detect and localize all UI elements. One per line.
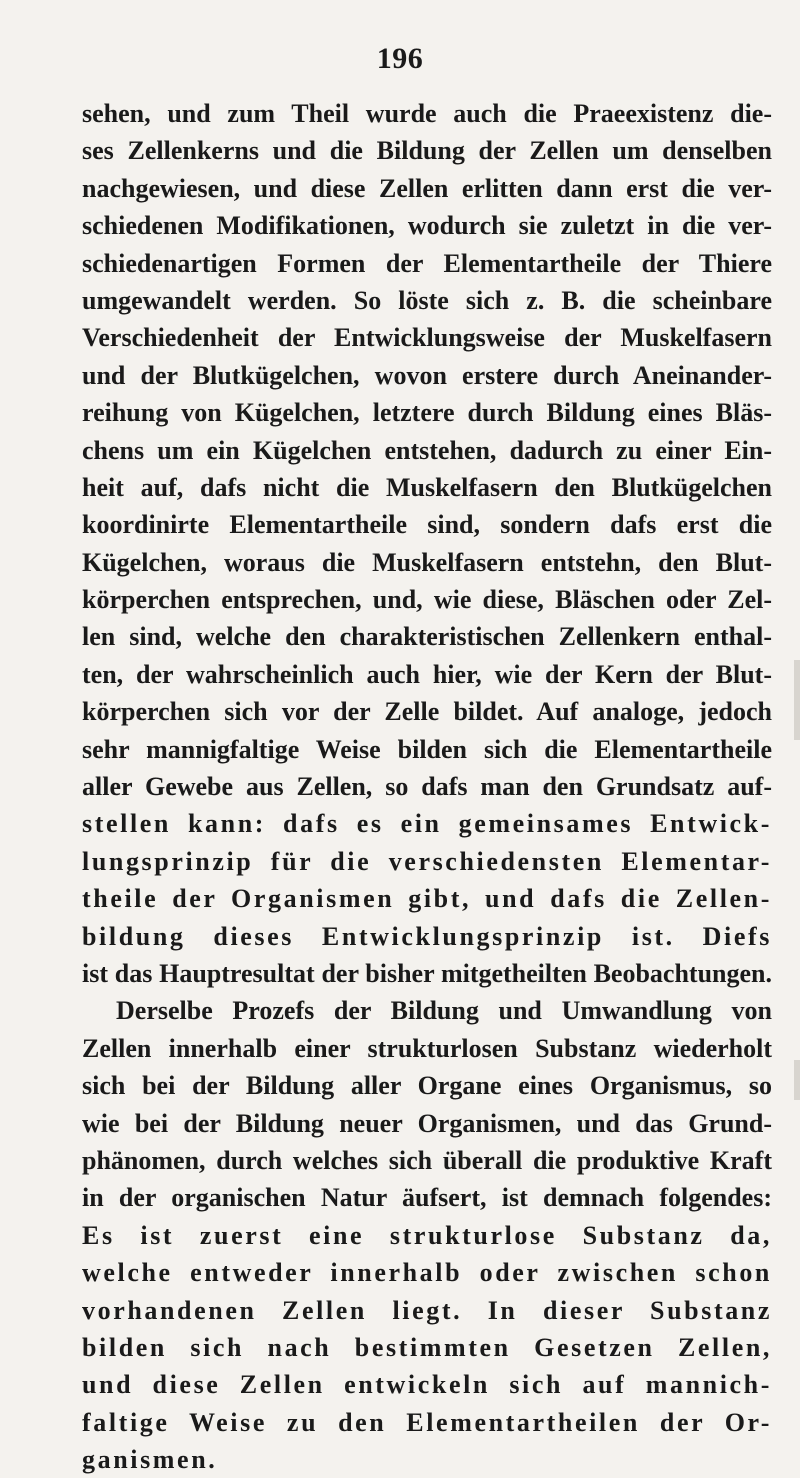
text-line: schiedenartigen Formen der Elementartheile der Thiere xyxy=(82,248,772,278)
text-line: Kügelchen, woraus die Muskelfasern entstehn, den Blut- xyxy=(82,547,772,577)
text-line: umgewandelt werden. So löste sich z. B. die scheinbare xyxy=(82,285,772,315)
emphasized-line: faltige Weise zu den Elementartheilen der Or- xyxy=(82,1407,772,1437)
emphasized-line: stellen kann: dafs es ein gemeinsames Entwick- xyxy=(82,809,772,839)
text-line: ist das Hauptresultat der bisher mitgetheilten Beobachtungen. xyxy=(82,958,772,988)
text-line: in der organischen Natur äufsert, ist demnach folgendes: xyxy=(82,1183,772,1213)
text-line: reihung von Kügelchen, letztere durch Bildung eines Bläs- xyxy=(82,398,772,428)
text-line: körperchen sich vor der Zelle bildet. Auf analoge, jedoch xyxy=(82,697,772,727)
text-line: körperchen entsprechen, und, wie diese, Bläschen oder Zel- xyxy=(82,585,772,615)
page-number: 196 xyxy=(376,42,424,75)
text-line: sehr mannigfaltige Weise bilden sich die Elementartheile xyxy=(82,734,772,764)
emphasized-line: theile der Organismen gibt, und dafs die Zellen- xyxy=(82,884,772,914)
text-line: schiedenen Modifikationen, wodurch sie zuletzt in die ver- xyxy=(82,211,772,241)
page-edge-shadow xyxy=(794,1060,800,1100)
text-line: und der Blutkügelchen, wovon erstere durch Aneinander- xyxy=(82,360,772,390)
emphasized-line: bildung dieses Entwicklungsprinzip ist. Diefs xyxy=(82,921,772,951)
emphasized-line: und diese Zellen entwickeln sich auf mannich- xyxy=(82,1370,772,1400)
emphasized-line: lungsprinzip für die verschiedensten Elementar- xyxy=(82,846,772,876)
text-line: sich bei der Bildung aller Organe eines Organismus, so xyxy=(82,1071,772,1101)
page-edge-shadow xyxy=(794,660,800,740)
emphasized-line: welche entweder innerhalb oder zwischen schon xyxy=(82,1258,772,1288)
text-line: phänomen, durch welches sich überall die produktive Kraft xyxy=(82,1145,772,1175)
text-line: heit auf, dafs nicht die Muskelfasern den Blutkügelchen xyxy=(82,472,772,502)
text-line: chens um ein Kügelchen entstehen, dadurch zu einer Ein- xyxy=(82,435,772,465)
emphasized-line: bilden sich nach bestimmten Gesetzen Zellen, xyxy=(82,1332,772,1362)
text-line: ten, der wahrscheinlich auch hier, wie der Kern der Blut- xyxy=(82,659,772,689)
paragraph-start-line: Derselbe Prozefs der Bildung und Umwandlung von xyxy=(116,996,772,1026)
text-line: aller Gewebe aus Zellen, so dafs man den Grundsatz auf- xyxy=(82,772,772,802)
text-line: ses Zellenkerns und die Bildung der Zellen um denselben xyxy=(82,136,772,166)
text-line: nachgewiesen, und diese Zellen erlitten dann erst die ver- xyxy=(82,173,772,203)
text-line: sehen, und zum Theil wurde auch die Praeexistenz die- xyxy=(82,99,772,128)
emphasized-line: Es ist zuerst eine strukturlose Substanz da, xyxy=(82,1220,772,1250)
body-text xyxy=(82,95,772,1478)
text-line: Verschiedenheit der Entwicklungsweise der Muskelfasern xyxy=(82,323,772,353)
emphasized-line-last: ganismen. xyxy=(82,1445,218,1475)
text-line: len sind, welche den charakteristischen Zellenkern enthal- xyxy=(82,622,772,652)
text-line: koordinirte Elementartheile sind, sondern dafs erst die xyxy=(82,510,772,540)
text-line: wie bei der Bildung neuer Organismen, und das Grund- xyxy=(82,1108,772,1138)
text-line: Zellen innerhalb einer strukturlosen Substanz wiederholt xyxy=(82,1033,772,1063)
emphasized-line: vorhandenen Zellen liegt. In dieser Substanz xyxy=(82,1295,772,1325)
